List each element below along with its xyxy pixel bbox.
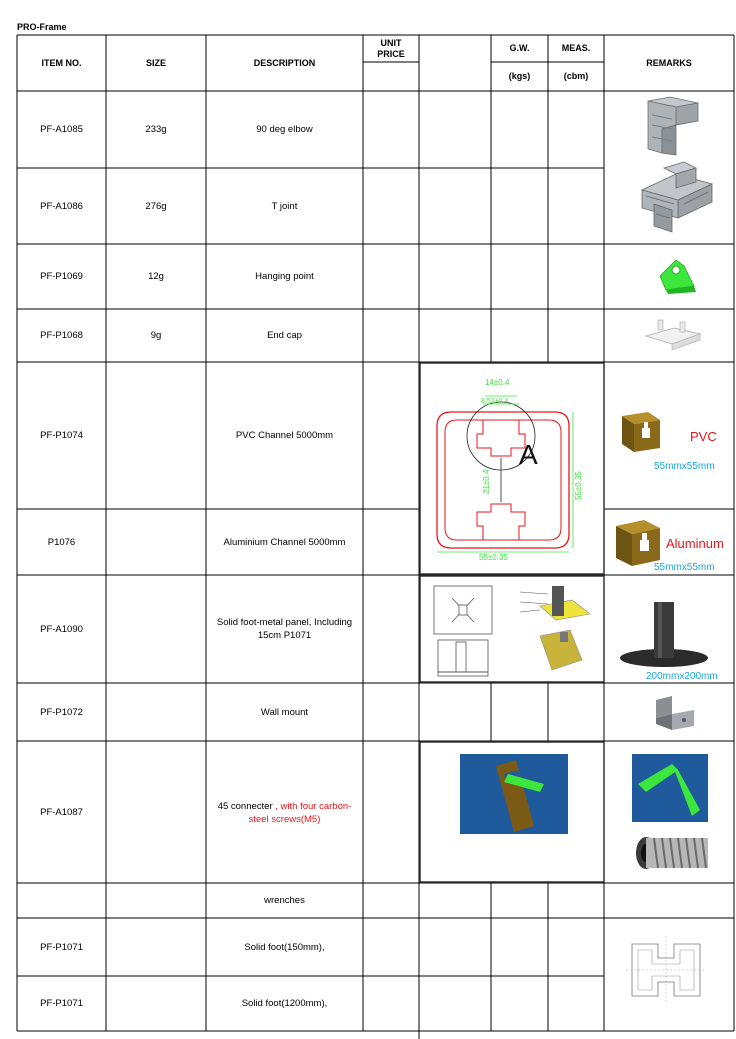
row-description: 90 deg elbow bbox=[256, 124, 313, 135]
end-cap-image bbox=[640, 316, 708, 352]
document-title: PRO-Frame bbox=[17, 22, 67, 32]
row-description: wrenches bbox=[264, 895, 305, 906]
dim-inner: 21±0.4 bbox=[482, 469, 491, 494]
row-description: End cap bbox=[267, 330, 302, 341]
pvc-dimension: 55mmx55mm bbox=[654, 460, 715, 472]
aluminium-channel-image bbox=[612, 516, 666, 566]
dim-bottom: 55±0.35 bbox=[479, 553, 508, 562]
row-description: Solid foot(1200mm), bbox=[241, 998, 328, 1009]
row-item-no: PF-P1072 bbox=[40, 706, 83, 718]
row-size: 276g bbox=[145, 200, 167, 212]
wall-mount-image bbox=[652, 694, 698, 730]
row-description-main: 45 connecter bbox=[217, 801, 273, 812]
header-gw-unit: (kgs) bbox=[508, 71, 531, 81]
row-description bbox=[213, 741, 356, 883]
row-description: PVC Channel 5000mm bbox=[235, 430, 334, 441]
row-size: 12g bbox=[148, 271, 164, 282]
header-meas-unit: (cbm) bbox=[563, 71, 589, 81]
row-description-note: , with four carbon- steel screws(M5) bbox=[248, 801, 352, 825]
row-size bbox=[106, 883, 206, 918]
row-item-no bbox=[17, 883, 106, 918]
header-gw: G.W. bbox=[509, 43, 530, 53]
connecter-45-photo bbox=[460, 754, 568, 834]
header-unit-price: UNIT PRICE bbox=[377, 38, 405, 59]
row-item-no: PF-A1090 bbox=[40, 623, 83, 635]
row-item-no: P1076 bbox=[47, 536, 76, 548]
header-remarks: REMARKS bbox=[646, 57, 692, 68]
row-item-no: PF-P1071 bbox=[40, 998, 83, 1009]
solid-foot-dimension: 200mmx200mm bbox=[646, 671, 718, 682]
row-description: T joint bbox=[271, 200, 298, 212]
aluminium-label: Aluminum bbox=[666, 535, 724, 551]
pvc-channel-image bbox=[618, 408, 664, 452]
header-item-no: ITEM NO. bbox=[41, 57, 82, 68]
dim-side: 55±0.35 bbox=[574, 471, 583, 500]
elbow-connector-image bbox=[640, 95, 710, 159]
row-size bbox=[106, 741, 206, 883]
solid-foot-profile-drawing bbox=[622, 932, 710, 1008]
callout-letter: A bbox=[519, 439, 538, 470]
row-size bbox=[106, 509, 206, 575]
pvc-label: PVC bbox=[690, 428, 717, 444]
row-size: 9g bbox=[150, 330, 162, 341]
solid-foot-drawing bbox=[422, 578, 602, 680]
row-item-no: PF-P1068 bbox=[40, 330, 83, 341]
hanging-point-image bbox=[650, 256, 700, 296]
row-description: Wall mount bbox=[260, 706, 309, 718]
row-size bbox=[106, 976, 206, 1031]
row-description: Hanging point bbox=[255, 271, 314, 282]
row-size bbox=[106, 575, 206, 683]
row-item-no: PF-P1069 bbox=[40, 271, 83, 282]
row-size bbox=[106, 918, 206, 976]
row-item-no: PF-P1074 bbox=[40, 430, 83, 441]
connecter-45-render bbox=[632, 754, 708, 822]
t-joint-connector-image bbox=[636, 160, 716, 234]
row-description: Solid foot-metal panel, Including 15cm P1071 bbox=[216, 617, 353, 641]
header-size: SIZE bbox=[145, 57, 166, 68]
screw-image bbox=[634, 830, 714, 876]
row-item-no: PF-A1086 bbox=[40, 200, 83, 212]
row-size bbox=[106, 362, 206, 509]
header-meas: MEAS. bbox=[561, 43, 591, 53]
channel-profile-drawing bbox=[421, 364, 603, 573]
row-item-no: PF-A1085 bbox=[40, 124, 83, 135]
header-description: DESCRIPTION bbox=[253, 57, 316, 68]
row-description: Aluminium Channel 5000mm bbox=[223, 536, 346, 548]
row-size: 233g bbox=[145, 124, 167, 135]
dim-top-2: 8.52±0.4 bbox=[481, 398, 509, 405]
dim-top-1: 14±0.4 bbox=[485, 378, 510, 387]
row-size bbox=[106, 683, 206, 741]
row-description: Solid foot(150mm), bbox=[244, 941, 325, 953]
solid-foot-photo bbox=[618, 598, 710, 670]
aluminium-dimension: 55mmx55mm bbox=[654, 561, 715, 573]
row-item-no: PF-P1071 bbox=[40, 941, 83, 953]
row-item-no: PF-A1087 bbox=[40, 806, 83, 818]
